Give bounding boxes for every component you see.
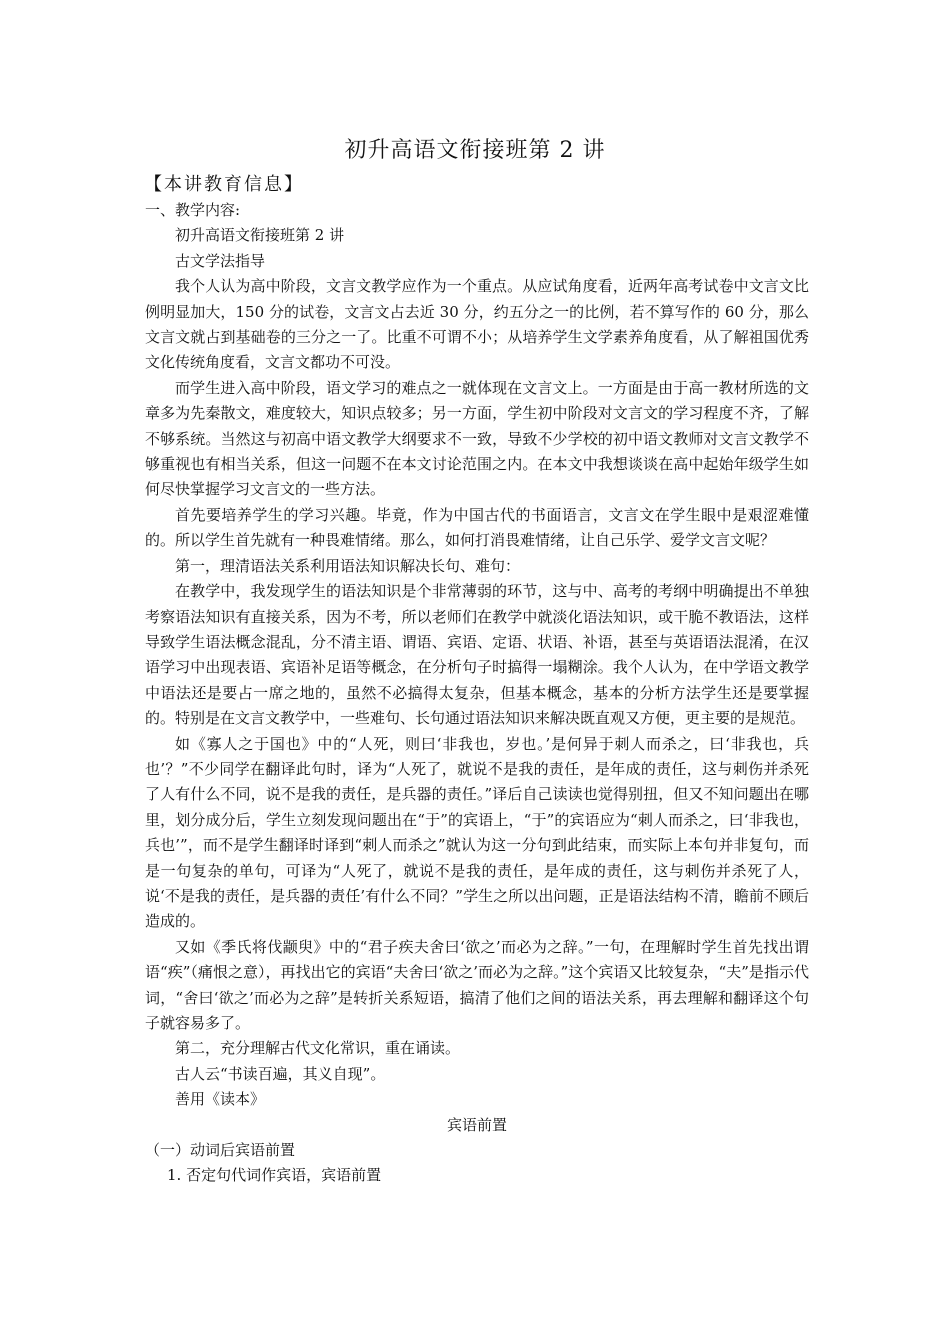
center-heading: 宾语前置 (446, 1115, 507, 1134)
section-header: 【本讲教育信息】 (144, 174, 304, 195)
paragraph-9: 古人云“书读百遍，其义自现”。 (175, 1064, 386, 1083)
numbered-item: 1. 否定句代词作宾语，宾语前置 (167, 1166, 382, 1185)
paragraph-2: 而学生进入高中阶段，语文学习的难点之一就体现在文言文上。一方面是由于高一教材所选的文章多为先秦散文，难度较大，知识点较多；另一方面，学生初中阶段对文言文的学习程度不齐，了解不够系统。当然这与初高中语文教学大纲要求不一致，导致不少学校的初中语文教师对文言文教学不够重视也有相当关系，但这一问题不在本文讨论范围之内。在本文中我想谈谈在高中起始年级学生如何尽快掌握学习文言文的一些方法。 (145, 378, 809, 499)
subtitle-lecture: 初升高语文衔接班第 2 讲 (175, 226, 345, 245)
paragraph-1: 我个人认为高中阶段，文言文教学应作为一个重点。从应试角度看，近两年高考试卷中文言文比例明显加大，150 分的试卷，文言文占去近 30 分，约五分之一的比例，若不算写作的 60 分，那么文言文就占到基础卷的三分之一了。比重不可谓不小；从培养学生文学素养角度看，从了解祖国优秀文化传统角度看，文言文都功不可没。 (145, 277, 809, 372)
paragraph-8: 第二，充分理解古代文化常识，重在诵读。 (175, 1039, 461, 1058)
paragraph-10: 善用《读本》 (175, 1090, 266, 1109)
paragraph-6: 如《寡人之于国也》中的“人死，则曰‘非我也，岁也。’是何异于刺人而杀之，曰‘非我也，兵也’？”不少同学在翻译此句时，译为“人死了，就说不是我的责任，是年成的责任，这与刺伤并杀死了人有什么不同，说不是我的责任，是兵器的责任。”译后自己读读也觉得别扭，但又不知问题出在哪里，划分成分后，学生立刻发现问题出在“于”的宾语上，“于”的宾语应为“刺人而杀之，曰‘非我也，兵也’”，而不是学生翻译时译到“刺人而杀之”就认为这一分句到此结束，而实际上本句并非复句，而是一句复杂的单句，可译为“人死了，就说不是我的责任，是年成的责任，这与刺伤并杀死了人，说‘不是我的责任，是兵器的责任’有什么不同？”学生之所以出问题，正是语法结构不清，瞻前不顾后造成的。 (145, 734, 809, 931)
paragraph-7: 又如《季氏将伐颛臾》中的“君子疾夫舍曰‘欲之’而必为之辞。”一句，在理解时学生首先找出谓语“疾”（痛恨之意），再找出它的宾语“夫舍曰‘欲之’而必为之辞。”这个宾语又比较复杂，“夫”是指示代词，“舍曰‘欲之’而必为之辞”是转折关系短语，搞清了他们之间的语法关系，再去理解和翻译这个句子就容易多了。 (145, 937, 809, 1032)
paragraph-4: 第一，理清语法关系利用语法知识解决长句、难句： (175, 556, 521, 575)
document-title: 初升高语文衔接班第 2 讲 (344, 138, 606, 163)
document-body (145, 198, 809, 1189)
paragraph-3: 首先要培养学生的学习兴趣。毕竟，作为中国古代的书面语言，文言文在学生眼中是艰涩难懂的。所以学生首先就有一种畏难情绪。那么，如何打消畏难情绪，让自己乐学、爱学文言文呢？ (145, 505, 809, 550)
paragraph-5: 在教学中，我发现学生的语法知识是个非常薄弱的环节，这与中、高考的考纲中明确提出不单独考察语法知识有直接关系，因为不考，所以老师们在教学中就淡化语法知识，或干脆不教语法，这样导致学生语法概念混乱，分不清主语、谓语、宾语、定语、状语、补语，甚至与英语语法混淆，在汉语学习中出现表语、宾语补足语等概念，在分析句子时搞得一塌糊涂。我个人认为，在中学语文教学中语法还是要占一席之地的，虽然不必搞得太复杂，但基本概念，基本的分析方法学生还是要掌握的。特别是在文言文教学中，一些难句、长句通过语法知识来解决既直观又方便，更主要的是规范。 (145, 582, 809, 728)
subtitle-method: 古文学法指导 (175, 251, 266, 270)
content-heading: 一、教学内容: (145, 201, 241, 219)
subsection-heading: （一）动词后宾语前置 (145, 1141, 296, 1160)
